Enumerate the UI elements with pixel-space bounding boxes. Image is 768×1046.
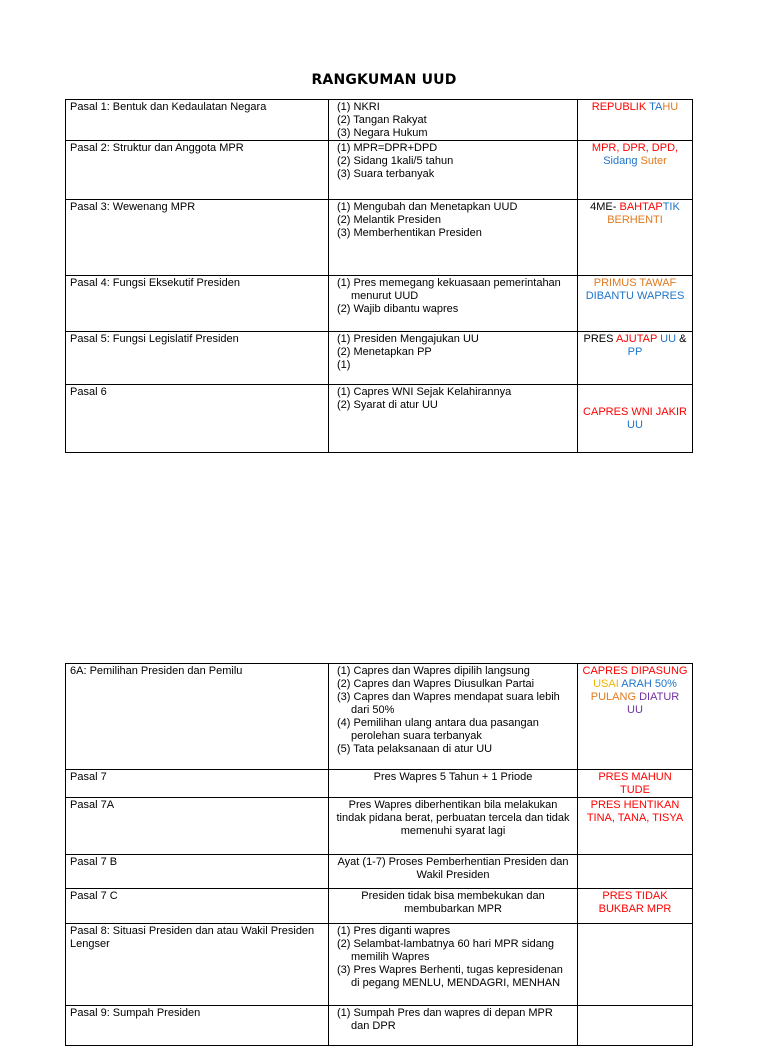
pasal-cell: Pasal 7 B	[66, 855, 329, 889]
content-cell	[329, 855, 578, 889]
pasal-cell: Pasal 6	[66, 385, 329, 453]
mnemonic-part: CAPRES WNI JAKIR	[583, 406, 687, 418]
table-row	[66, 664, 693, 770]
mnemonic-part: PULANG	[590, 691, 640, 703]
content-text: Ayat (1-7) Proses Pemberhentian Presiden dan Wakil Presiden	[337, 856, 569, 881]
table-row	[66, 798, 693, 855]
list-item: (2) Wajib dibantu wapres	[337, 303, 459, 315]
mnemonic-part: UU	[660, 333, 680, 345]
mnemonic-part: PRIMUS TAWAF	[593, 277, 677, 289]
mnemonic-part: DIATUR UU	[627, 691, 680, 716]
mnemonic-cell	[578, 276, 693, 332]
table-row	[66, 141, 693, 200]
mnemonic-part: TIK	[662, 201, 680, 213]
list-item: (2) Sidang 1kali/5 tahun	[337, 155, 454, 167]
content-cell	[329, 1006, 578, 1046]
mnemonic-part: PRES	[583, 333, 616, 345]
pasal-cell: Pasal 8: Situasi Presiden dan atau Wakil Presiden Lengser	[66, 924, 329, 1006]
list-item: (3) Capres dan Wapres mendapat suara lebih dari 50%	[337, 691, 560, 716]
mnemonic-part: PRES MAHUN TUDE	[598, 771, 672, 796]
mnemonic-part: Suter	[640, 155, 667, 167]
mnemonic-part: UU	[627, 419, 643, 431]
list-item: (5) Tata pelaksanaan di atur UU	[337, 743, 493, 755]
mnemonic-part: HU	[662, 101, 679, 113]
content-cell	[329, 664, 578, 770]
page-title: RANGKUMAN UUD	[311, 72, 457, 88]
list-item: (1) MPR=DPR+DPD	[337, 142, 438, 154]
list-item: (3) Negara Hukum	[337, 127, 428, 139]
pasal-cell: Pasal 1: Bentuk dan Kedaulatan Negara	[66, 100, 329, 141]
mnemonic-part: REPUBLIK	[591, 101, 650, 113]
table-row	[66, 200, 693, 276]
table-row	[66, 100, 693, 141]
table-row	[66, 855, 693, 889]
list-item: (1) Sumpah Pres dan wapres di depan MPR dan DPR	[337, 1007, 553, 1032]
mnemonic-part: PRES TIDAK BUKBAR MPR	[598, 890, 672, 915]
pasal-cell: Pasal 2: Struktur dan Anggota MPR	[66, 141, 329, 200]
table-row	[66, 889, 693, 924]
mnemonic-part: BERHENTI	[607, 214, 663, 226]
table-row	[66, 770, 693, 798]
mnemonic-cell	[578, 385, 693, 453]
mnemonic-cell	[578, 100, 693, 141]
list-item: (1)	[337, 359, 351, 371]
list-item: (2) Menetapkan PP	[337, 346, 432, 358]
list-item: (2) Tangan Rakyat	[337, 114, 427, 126]
content-cell	[329, 924, 578, 1006]
mnemonic-cell	[578, 798, 693, 855]
pasal-cell: Pasal 5: Fungsi Legislatif Presiden	[66, 332, 329, 385]
content-cell	[329, 798, 578, 855]
table-row	[66, 924, 693, 1006]
pasal-cell: Pasal 7	[66, 770, 329, 798]
list-item: (1) Capres dan Wapres dipilih langsung	[337, 665, 530, 677]
content-cell	[329, 141, 578, 200]
table-row	[66, 332, 693, 385]
summary-table-1	[65, 99, 693, 453]
list-item: (4) Pemilihan ulang antara dua pasangan perolehan suara terbanyak	[337, 717, 539, 742]
summary-table-2	[65, 663, 693, 1046]
list-item: (1) Presiden Mengajukan UU	[337, 333, 479, 345]
content-cell	[329, 100, 578, 141]
mnemonic-cell	[578, 141, 693, 200]
mnemonic-part: AJUTAP	[615, 333, 661, 345]
content-text: Pres Wapres 5 Tahun + 1 Priode	[373, 771, 533, 783]
mnemonic-part: ARAH 50%	[621, 678, 677, 690]
mnemonic-part: BAHTAP	[619, 201, 663, 213]
mnemonic-cell	[578, 200, 693, 276]
list-item: (3) Memberhentikan Presiden	[337, 227, 482, 239]
mnemonic-cell	[578, 332, 693, 385]
mnemonic-part: &	[679, 333, 687, 345]
mnemonic-part: PP	[627, 346, 643, 358]
pasal-cell: Pasal 7 C	[66, 889, 329, 924]
list-item: (2) Capres dan Wapres Diusulkan Partai	[337, 678, 535, 690]
list-item: (1) Pres memegang kekuasaan pemerintahan menurut UUD	[337, 277, 561, 302]
content-text: Presiden tidak bisa membekukan dan membubarkan MPR	[361, 890, 545, 915]
mnemonic-cell	[578, 770, 693, 798]
pasal-cell: Pasal 4: Fungsi Eksekutif Presiden	[66, 276, 329, 332]
mnemonic-part: MPR, DPR, DPD,	[591, 142, 679, 154]
table-row	[66, 1006, 693, 1046]
mnemonic-cell	[578, 664, 693, 770]
table-row	[66, 276, 693, 332]
content-cell	[329, 276, 578, 332]
content-cell	[329, 770, 578, 798]
content-text: Pres Wapres diberhentikan bila melakukan tindak pidana berat, perbuatan tercela dan tidak memenuhi syarat lagi	[336, 799, 570, 837]
pasal-cell: Pasal 9: Sumpah Presiden	[66, 1006, 329, 1046]
list-item: (1) Mengubah dan Menetapkan UUD	[337, 201, 518, 213]
pasal-cell: Pasal 3: Wewenang MPR	[66, 200, 329, 276]
mnemonic-part: Sidang	[603, 155, 641, 167]
content-cell	[329, 200, 578, 276]
mnemonic-part: DIBANTU WAPRES	[585, 290, 685, 302]
table-row	[66, 385, 693, 453]
content-cell	[329, 889, 578, 924]
mnemonic-part: TA	[649, 101, 663, 113]
pasal-cell: 6A: Pemilihan Presiden dan Pemilu	[66, 664, 329, 770]
mnemonic-cell	[578, 855, 693, 889]
list-item: (3) Suara terbanyak	[337, 168, 435, 180]
list-item: (1) Pres diganti wapres	[337, 925, 451, 937]
content-cell	[329, 332, 578, 385]
mnemonic-part: PRES HENTIKAN TINA, TANA, TISYA	[586, 799, 684, 824]
mnemonic-cell	[578, 889, 693, 924]
list-item: (1) NKRI	[337, 101, 380, 113]
list-item: (1) Capres WNI Sejak Kelahirannya	[337, 386, 512, 398]
mnemonic-part: USAI	[593, 678, 622, 690]
mnemonic-part: 4ME-	[590, 201, 620, 213]
list-item: (2) Syarat di atur UU	[337, 399, 438, 411]
mnemonic-cell	[578, 924, 693, 1006]
content-cell	[329, 385, 578, 453]
list-item: (2) Selambat-lambatnya 60 hari MPR sidang memilih Wapres	[337, 938, 555, 963]
pasal-cell: Pasal 7A	[66, 798, 329, 855]
mnemonic-cell	[578, 1006, 693, 1046]
list-item: (3) Pres Wapres Berhenti, tugas kepresidenan di pegang MENLU, MENDAGRI, MENHAN	[337, 964, 563, 989]
mnemonic-part: CAPRES DIPASUNG	[582, 665, 688, 677]
list-item: (2) Melantik Presiden	[337, 214, 441, 226]
